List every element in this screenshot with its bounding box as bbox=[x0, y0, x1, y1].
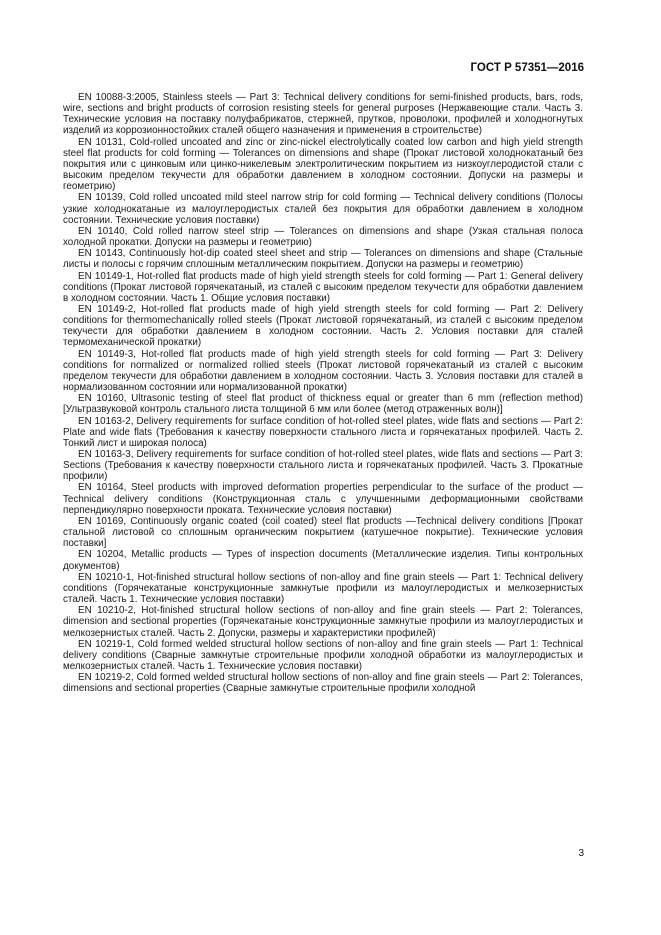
reference-entry: EN 10219-1, Cold formed welded structural hollow sections of non-alloy and fine grain steels — Part 1: Technical delivery conditions (Сварные замкнутые строительные профили холодной обработки из малоуглеродистых и мелкозернистых сталей. Часть 1. Технические условия поставки) bbox=[63, 638, 583, 672]
reference-entry: EN 10163-2, Delivery requirements for surface condition of hot-rolled steel plates, wide flats and sections — Part 2: Plate and wide flats (Требования к качеству поверхности стального листа и горячекатаных профилей. Часть 2. Тонкий лист и широкая полоса) bbox=[63, 415, 583, 449]
reference-entry: EN 10204, Metallic products — Types of inspection documents (Металлические изделия. Типы контрольных документов) bbox=[63, 549, 583, 572]
reference-entry: EN 10163-3, Delivery requirements for surface condition of hot-rolled steel plates, wide flats and sections — Part 3: Sections (Требования к качеству поверхности стального листа и горячекатаных профилей. Часть 3. Прокатные профили) bbox=[63, 449, 583, 483]
reference-entry: EN 10088-3:2005, Stainless steels — Part 3: Technical delivery conditions for semi-finished products, bars, rods, wire, sections and bright products of corrosion resisting steels for general purposes (Нержавеющие стали. Часть 3. Технические условия на поставку полуфабрикатов, стержней, прутков, проволоки, профилей и холодногнутых изделий из коррозионностойких сталей общего назначения и применения в строительстве) bbox=[63, 92, 583, 137]
standard-code: ГОСТ Р 57351—2016 bbox=[470, 62, 584, 74]
reference-entry: EN 10169, Continuously organic coated (coil coated) steel flat products —Technical delivery conditions [Прокат стальной листовой со сплошным органическим покрытием (катушечное покрытие). Технические условия поставки] bbox=[63, 515, 583, 550]
reference-entry: EN 10143, Continuously hot-dip coated steel sheet and strip — Tolerances on dimensions and shape (Стальные листы и полосы с горячим сплошным металлическим покрытием. Допуски на размеры и геометрию) bbox=[63, 248, 583, 271]
reference-entry: EN 10139, Cold rolled uncoated mild steel narrow strip for cold forming — Technical delivery conditions (Полосы узкие холоднокатаные из малоуглеродистых сталей без покрытия для обработки давлением в холодном состоянии. Технические условия поставки) bbox=[63, 192, 583, 226]
normative-references-list bbox=[63, 92, 583, 694]
reference-entry: EN 10210-2, Hot-finished structural hollow sections of non-alloy and fine grain steels — Part 2: Tolerances, dimension and sectional properties (Горячекатаные конструкционные замкнутые профили из малоуглеродистых и мелкозернистых сталей. Часть 2. Допуски, размеры и характеристики профилей) bbox=[63, 605, 583, 639]
reference-entry: EN 10160, Ultrasonic testing of steel flat product of thickness equal or greater than 6 mm (reflection method) [Ультразвуковой контроль стального листа толщиной 6 мм или более (метод отраженных волн)] bbox=[63, 393, 583, 416]
reference-entry: EN 10149-3, Hot-rolled flat products made of high yield strength steels for cold forming — Part 3: Delivery conditions for normalized or normalized rollied steels (Прокат листовой горячекатаный из сталей с высоким пределом текучести для обработки давлением в холодном состоянии. Часть 3. Условия поставки для сталей в нормализованном состоянии или нормализованной прокатки) bbox=[63, 348, 583, 394]
reference-entry: EN 10164, Steel products with improved deformation properties perpendicular to the surface of the product — Technical delivery conditions (Конструкционная сталь с улучшенными деформационными свойствами перпендикулярно поверхности проката. Технические условия поставки) bbox=[63, 482, 583, 516]
reference-entry: EN 10219-2, Cold formed welded structural hollow sections of non-alloy and fine grain steels — Part 2: Tolerances, dimensions and sectional properties (Сварные замкнутые строительные профили холодной bbox=[63, 672, 583, 695]
reference-entry: EN 10149-2, Hot-rolled flat products made of high yield strength steels for cold forming — Part 2: Delivery conditions for thermomechanically rolled steels (Прокат листовой горячекатаный, из сталей с высоким пределом текучести для обработки давлением в холодном состоянии. Часть 2. Условия поставки для сталей термомеханической прокатки) bbox=[63, 303, 583, 349]
page-number: 3 bbox=[578, 848, 584, 859]
reference-entry: EN 10149-1, Hot-rolled flat products made of high yield strength steels for cold forming — Part 1: General delivery conditions (Прокат листовой горячекатаный, из сталей с высоким пределом текучести для обработки давлением в холодном состоянии. Часть 1. Общие условия поставки) bbox=[63, 270, 583, 304]
reference-entry: EN 10131, Cold-rolled uncoated and zinc or zinc-nickel electrolytically coated low carbon and high yield strength steel flat products for cold forming — Tolerances on dimensions and shape (Прокат листовой холоднокатаный без покрытия или с цинковым или цинко-никелевым электролитическим покрытием из низкоуглеродистой стали с высоким пределом текучести для обработки давлением в холодном состоянии. Допуски на размеры и геометрию) bbox=[63, 136, 583, 193]
reference-entry: EN 10140, Cold rolled narrow steel strip — Tolerances on dimensions and shape (Узкая стальная полоса холодной прокатки. Допуски на размеры и геометрию) bbox=[63, 225, 583, 249]
reference-entry: EN 10210-1, Hot-finished structural hollow sections of non-alloy and fine grain steels — Part 1: Technical delivery conditions (Горячекатаные конструкционные замкнутые профили из малоуглеродистых и мелкозернистых сталей. Часть 1. Технические условия поставки) bbox=[63, 571, 583, 606]
